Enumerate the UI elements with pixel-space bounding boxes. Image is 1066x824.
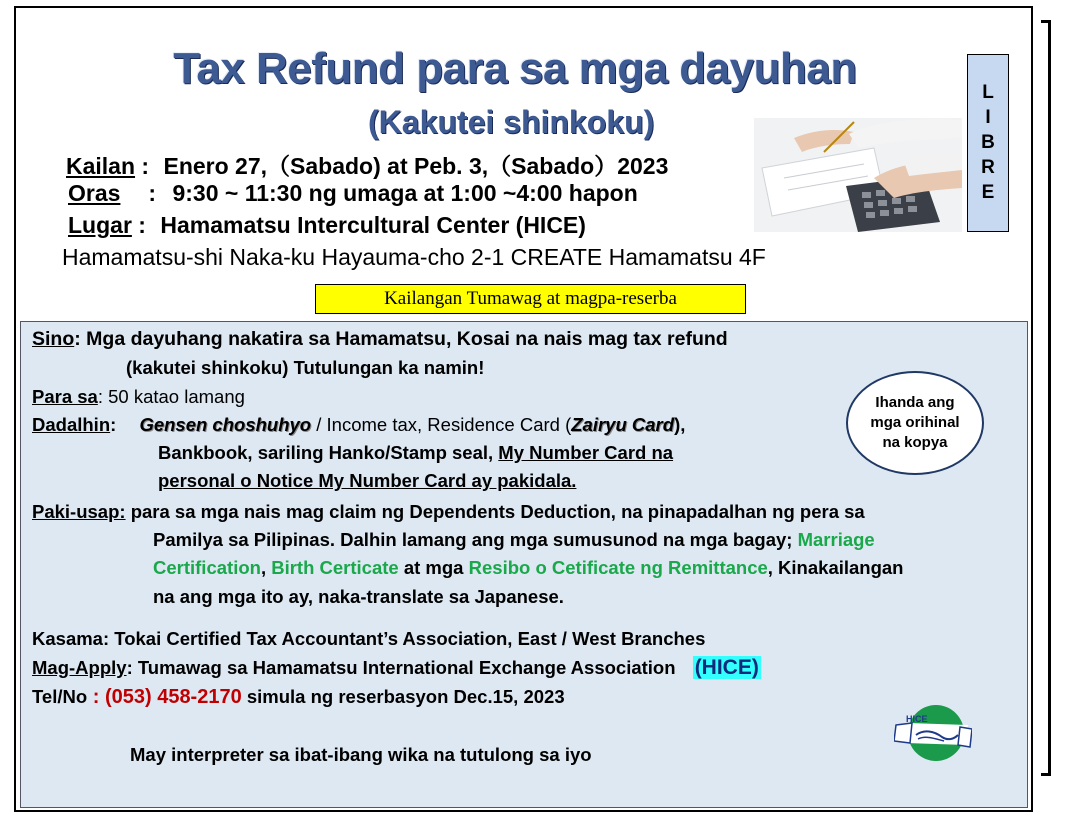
comma-sep: , — [260, 557, 272, 578]
mag-apply-label: Mag-Apply — [32, 657, 127, 678]
libre-letter: I — [985, 107, 991, 128]
kailan-row — [66, 148, 668, 181]
sino-text: : Mga dayuhang nakatira sa Hamamatsu, Kosai na nais mag tax refund — [74, 328, 728, 350]
interpreter-note: May interpreter sa ibat-ibang wika na tutulong sa iyo — [130, 744, 592, 765]
lugar-value: Hamamatsu Intercultural Center (HICE) — [160, 212, 586, 238]
oval-note-text: Ihanda ang mga orihinal na kopya — [870, 394, 960, 451]
libre-letter: B — [981, 132, 995, 153]
mag-apply-text: : Tumawag sa Hamamatsu International Exchange Association — [126, 657, 676, 678]
oras-value: 9:30 ~ 11:30 ng umaga at 1:00 ~4:00 hapon — [172, 180, 638, 206]
dadalhin-line1 — [32, 414, 685, 436]
libre-badge — [967, 54, 1009, 232]
oras-sep: : — [148, 180, 157, 206]
para-sa-label: Para sa — [32, 386, 98, 407]
kailan-sep: : — [141, 153, 150, 179]
kailan-label: Kailan — [66, 153, 136, 179]
address: Hamamatsu-shi Naka-ku Hayauma-cho 2-1 CREATE Hamamatsu 4F — [62, 244, 766, 270]
marriage-text: Marriage — [797, 529, 875, 550]
tel-number: : (053) 458-2170 — [87, 686, 242, 708]
dadalhin-sep: : — [110, 414, 117, 435]
sino-line2: (kakutei shinkoku) Tutulungan ka namin! — [126, 357, 485, 378]
paki-usap-line2-a: Pamilya sa Pilipinas. Dalhin lamang ang mga sumusunod na mga bagay; — [153, 529, 798, 550]
tel-row — [32, 686, 565, 709]
dadalhin-label: Dadalhin — [32, 414, 111, 435]
lugar-row — [68, 212, 586, 239]
page-bracket — [1041, 20, 1051, 776]
dadalhin-mid: / Income tax, Residence Card ( — [311, 414, 572, 435]
paki-usap-label: Paki-usap: — [32, 501, 126, 522]
sino-line1 — [32, 328, 728, 351]
paki-usap-line3 — [153, 557, 904, 579]
tel-text: simula ng reserbasyon Dec.15, 2023 — [241, 686, 565, 707]
zairyu-text: Zairyu Card — [571, 414, 675, 435]
flyer-subtitle: (Kakutei shinkoku) — [368, 104, 655, 140]
libre-letter: E — [981, 182, 995, 203]
flyer-title: Tax Refund para sa mga dayuhan — [173, 44, 857, 93]
hice-badge: (HICE) — [694, 656, 759, 679]
libre-letter: L — [982, 82, 994, 103]
reservation-banner: Kailangan Tumawag at magpa-reserba — [315, 284, 746, 314]
kinakailangan-text: , Kinakailangan — [767, 557, 904, 578]
para-sa-row — [32, 386, 245, 408]
oras-label: Oras — [68, 180, 121, 206]
oras-row — [68, 180, 638, 207]
calculator-photo — [754, 118, 962, 232]
certification-text: Certification — [153, 557, 261, 578]
original-copy-note — [846, 371, 984, 475]
mag-apply-row — [32, 656, 761, 680]
kailan-value: Enero 27,（Sabado) at Peb. 3,（Sabado）2023 — [163, 153, 669, 179]
dadalhin-line3: personal o Notice My Number Card ay pakidala. — [158, 470, 577, 491]
gensen-text: Gensen choshuhyo — [139, 414, 312, 435]
kasama-row: Kasama: Tokai Certified Tax Accountant’s Association, East / West Branches — [32, 628, 706, 649]
dadalhin-line2-b: My Number Card na — [498, 442, 674, 463]
dadalhin-line2 — [158, 442, 673, 464]
paki-usap-line2 — [153, 529, 875, 551]
dadalhin-end: ), — [674, 414, 686, 435]
tel-label: Tel/No — [32, 686, 88, 707]
dadalhin-line2-a: Bankbook, sariling Hanko/Stamp seal, — [158, 442, 499, 463]
libre-letter: R — [981, 157, 995, 178]
paki-usap-line4: na ang mga ito ay, naka-translate sa Japanese. — [153, 586, 564, 607]
lugar-label: Lugar — [68, 212, 132, 238]
hice-logo — [894, 701, 972, 763]
hice-logo-text: HICE — [906, 714, 928, 724]
remittance-text: Resibo o Cetificate ng Remittance — [468, 557, 768, 578]
sino-label: Sino — [32, 328, 75, 350]
para-sa-value: : 50 katao lamang — [97, 386, 245, 407]
lugar-sep: : — [138, 212, 146, 238]
at-mga-text: at mga — [398, 557, 469, 578]
paki-usap-line1 — [32, 501, 865, 523]
paki-usap-text1: para sa mga nais mag claim ng Dependents Deduction, na pinapadalhan ng pera sa — [125, 501, 865, 522]
birth-certificate-text: Birth Certicate — [271, 557, 399, 578]
